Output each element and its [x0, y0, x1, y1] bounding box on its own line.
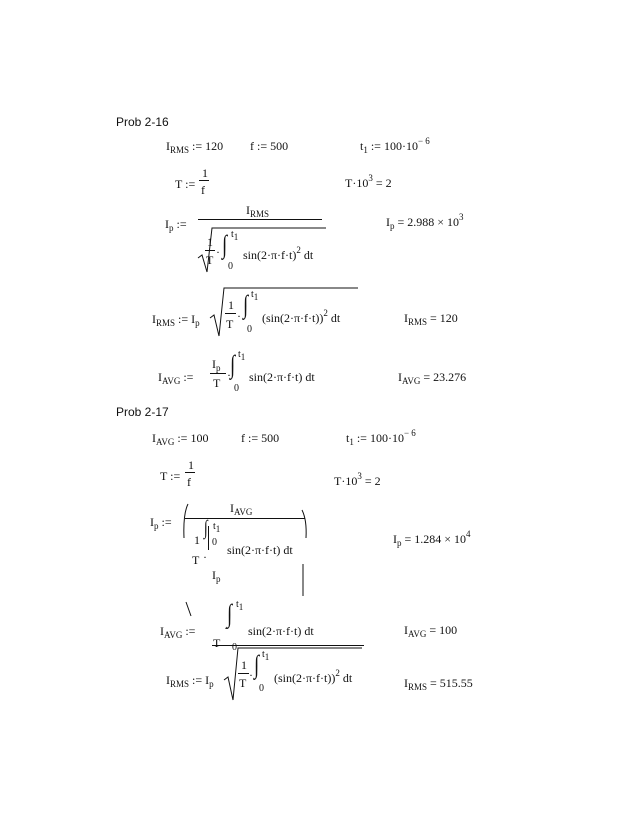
iavg-definition: $I_{AVG}$ := 100: [152, 431, 209, 447]
iavg-result-2: $I_{AVG} = 100$: [404, 623, 458, 639]
irms-check: $I_{RMS}$ := $I_p$: [152, 312, 200, 328]
integral-lower-5: 0: [232, 642, 237, 653]
integral-upper-3: t1: [238, 349, 246, 362]
frac-den: T: [206, 253, 214, 267]
integrand-5: sin(2·π·f·t) dt: [248, 624, 314, 638]
iavg-result: $I_{AVG} = 23.276$: [398, 370, 467, 386]
ip-result-2: $I_p = 1.284 \times 10^4$: [393, 529, 471, 548]
integral-sign-4: ∫: [203, 517, 208, 539]
iavg-frac-bar: [210, 373, 226, 374]
integral-upper-6: t1: [262, 649, 270, 662]
integrand-4: sin(2·π·f·t) dt: [227, 543, 293, 557]
section-heading-prob-2-17: Prob 2-17: [116, 405, 169, 419]
t-numerator: 1: [202, 166, 208, 180]
stray-mark: [184, 600, 194, 620]
iavg-check-den: T: [213, 636, 221, 650]
ip-result: $I_p = 2.988 \times 10^3$: [386, 212, 464, 231]
t-numerator-2: 1: [188, 458, 194, 472]
dot-operator-3: ·: [227, 368, 231, 382]
integral-lower-4: 0: [212, 537, 217, 548]
t-denominator-2: f: [187, 475, 191, 489]
dot-operator-2: ·: [237, 309, 241, 323]
t-denominator: f: [201, 183, 205, 197]
frac-bar-4: [238, 673, 249, 674]
integrand: $\sin(2\cdot\pi\cdot f\cdot t)^2$ dt: [243, 245, 314, 262]
f-definition: f := 500: [250, 139, 289, 153]
integral-bar: [208, 526, 209, 550]
t1-definition: $t_1$ := $100\cdot 10^{- 6}$: [360, 136, 430, 155]
t-definition: T :=: [175, 177, 196, 191]
ip-lhs-2: $I_p$ :=: [150, 515, 172, 531]
irms-def-2: $I_{RMS}$ := $I_p$: [166, 673, 214, 689]
dot-operator-5: ·: [224, 621, 228, 635]
integral-lower-2: 0: [247, 324, 252, 335]
dot-operator: ·: [216, 245, 220, 259]
iavg-frac-den: T: [213, 376, 221, 390]
integrand-2: $(\sin(2\cdot\pi\cdot f\cdot t))^2$ dt: [262, 308, 341, 325]
frac-num-4: 1: [241, 658, 247, 672]
integral-upper-2: t1: [251, 289, 259, 302]
frac-bar-2: [225, 313, 236, 314]
integral-sign: ∫: [222, 230, 228, 259]
integral-sign-2: ∫: [243, 290, 249, 319]
iavg-frac-num: $I_p$: [212, 357, 221, 373]
iavg-check-lhs: $I_{AVG}$ :=: [160, 624, 196, 640]
irms-definition: $I_{RMS}$ := 120: [166, 139, 224, 155]
integral-sign-6: ∫: [254, 650, 260, 679]
t-definition-2: T :=: [160, 469, 181, 483]
frac-den-3: T: [192, 553, 200, 567]
iavg-lhs: $I_{AVG}$ :=: [158, 370, 194, 386]
fraction-bar: [199, 180, 209, 181]
f-definition-2: f := 500: [241, 431, 280, 445]
integral-sign-3: ∫: [230, 350, 236, 379]
integral-lower-3: 0: [234, 383, 239, 394]
integral-upper-4: t1: [213, 521, 221, 534]
integral-sign-5: ∫: [227, 599, 233, 628]
irms-result-2: $I_{RMS} = 515.55$: [404, 676, 473, 692]
extra-ip: $I_p$: [212, 568, 221, 584]
dot-operator-6: ·: [249, 668, 253, 682]
frac-den-4: T: [239, 676, 247, 690]
frac-den-2: T: [226, 317, 234, 331]
t-result-2: $T\cdot 10^3 = 2$: [334, 471, 381, 488]
ip-lhs: $I_p$ :=: [165, 217, 187, 233]
integral-lower: 0: [228, 261, 233, 272]
integral-upper-5: t1: [236, 599, 244, 612]
fraction-bar-2: [185, 472, 195, 473]
integral-upper: t1: [231, 229, 239, 242]
integral-lower-6: 0: [259, 683, 264, 694]
frac-num: 1: [207, 235, 213, 249]
section-heading-prob-2-16: Prob 2-16: [116, 115, 169, 129]
irms-result: $I_{RMS} = 120$: [404, 311, 458, 327]
ip-numerator: $I_{RMS}$: [246, 203, 270, 219]
main-fraction-bar: [198, 219, 322, 220]
t-result: $T\cdot 10^3 = 2$: [345, 173, 392, 190]
frac-num-3: 1: [194, 533, 200, 547]
dot-operator-4: ·: [203, 550, 207, 564]
frac-bar: [205, 250, 215, 251]
integrand-6: $(\sin(2\cdot\pi\cdot f\cdot t))^2$ dt: [274, 668, 353, 685]
integrand-3: sin(2·π·f·t) dt: [249, 370, 315, 384]
frac-num-2: 1: [228, 298, 234, 312]
ip-numerator-2: $I_{AVG}$: [230, 501, 253, 517]
t1-definition-2: $t_1$ := $100\cdot 10^{- 6}$: [346, 428, 416, 447]
